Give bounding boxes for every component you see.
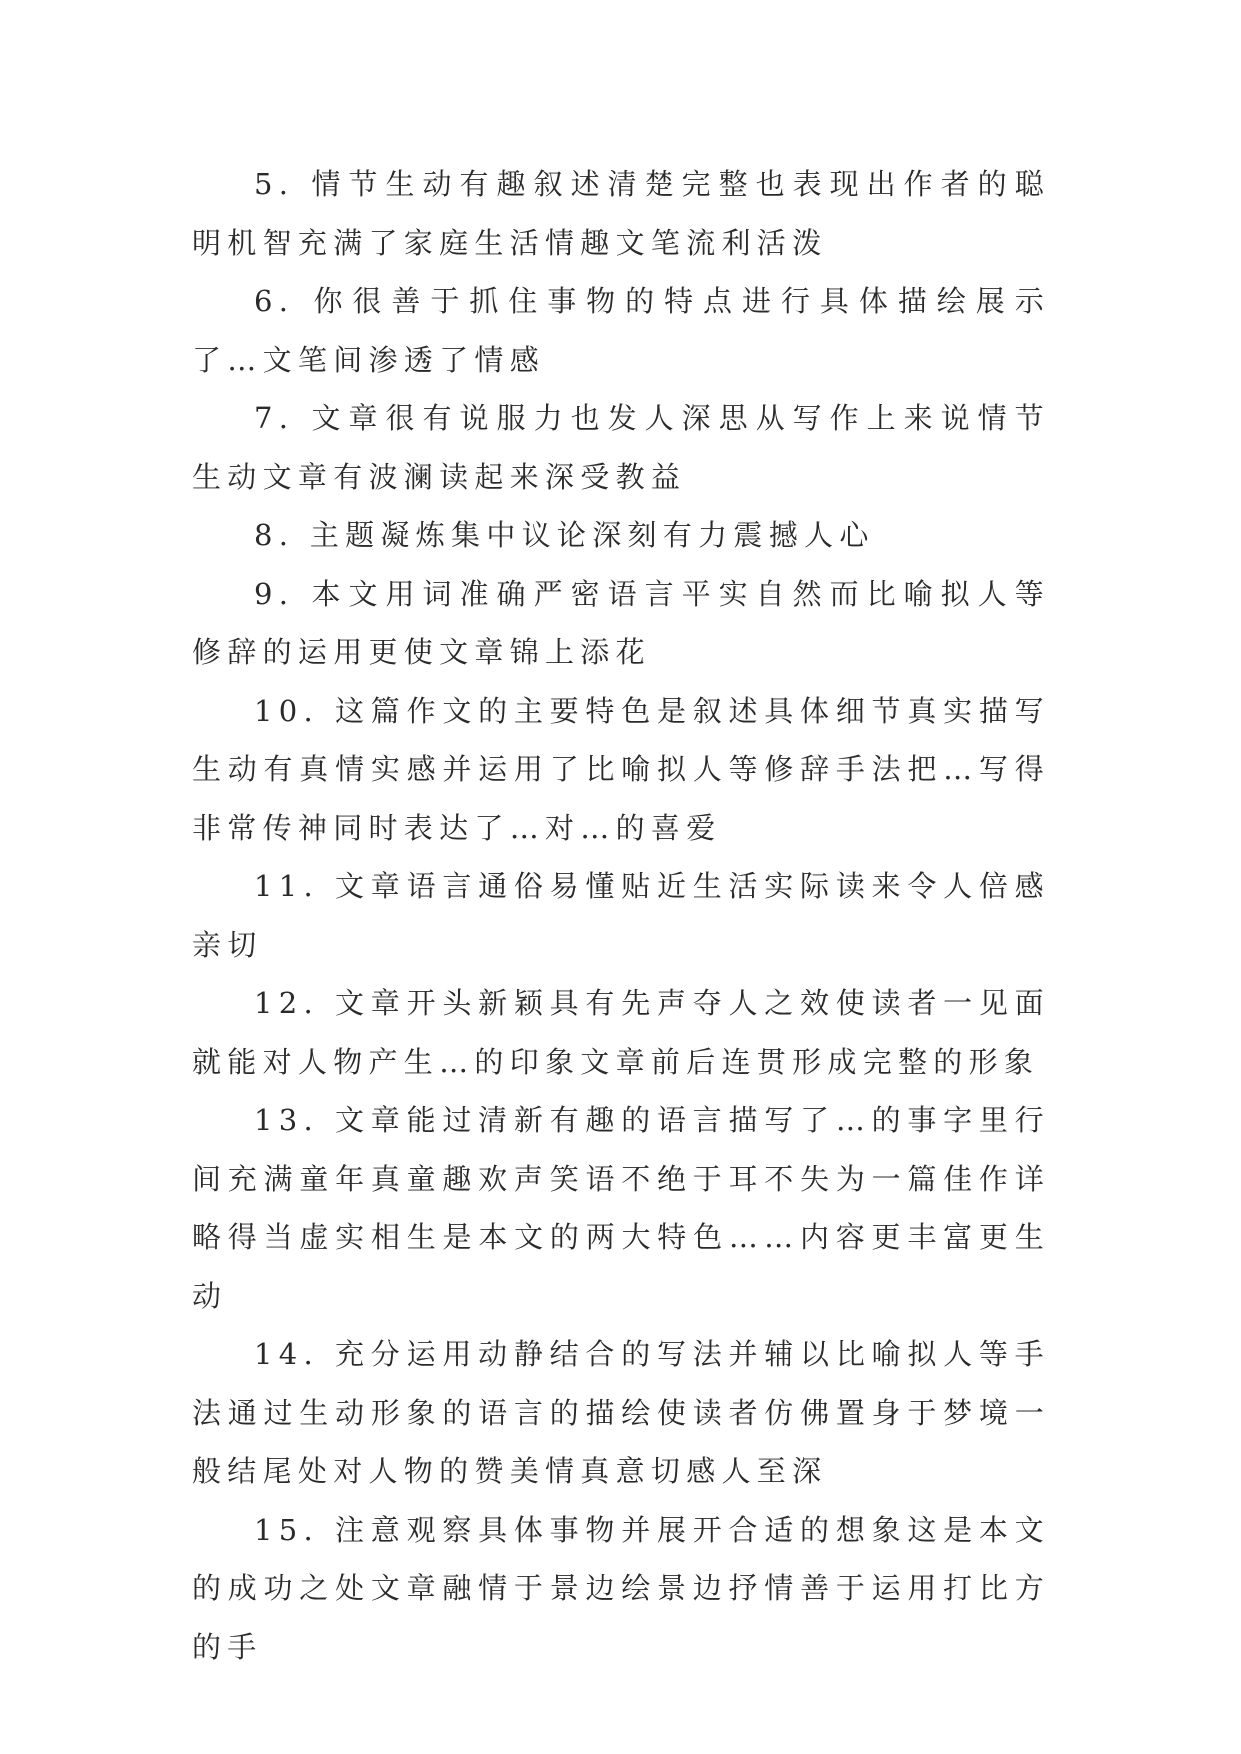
document-page [192,155,1050,1676]
comment-item-10 [192,682,1050,858]
item-text: 文章语言通俗易懂贴近生活实际读来令人倍感亲切 [192,869,1050,962]
item-text: 主题凝炼集中议论深刻有力震撼人心 [309,518,875,552]
comment-item-13 [192,1091,1050,1325]
item-text: 文章开头新颖具有先声夺人之效使读者一见面就能对人物产生…的印象文章前后连贯形成完整的形象 [192,986,1050,1079]
comment-item-7 [192,389,1050,506]
item-number: 8. [254,518,295,552]
comment-item-12 [192,974,1050,1091]
item-text: 文章能过清新有趣的语言描写了…的事字里行间充满童年真童趣欢声笑语不绝于耳不失为一篇佳作详略得当虚实相生是本文的两大特色……内容更丰富更生动 [192,1103,1050,1313]
comment-item-15 [192,1501,1050,1677]
item-text: 文章很有说服力也发人深思从写作上来说情节生动文章有波澜读起来深受教益 [192,401,1050,494]
item-text: 情节生动有趣叙述清楚完整也表现出作者的聪明机智充满了家庭生活情趣文笔流利活泼 [192,167,1050,260]
item-number: 14. [254,1337,320,1371]
item-text: 这篇作文的主要特色是叙述具体细节真实描写生动有真情实感并运用了比喻拟人等修辞手法把…写得非常传神同时表达了…对…的喜爱 [192,693,1050,845]
item-number: 6. [254,284,295,318]
item-number: 5. [254,167,295,201]
item-number: 12. [254,986,320,1020]
item-number: 10. [254,693,320,728]
item-number: 13. [254,1103,320,1137]
item-number: 7. [254,401,295,435]
comment-item-14 [192,1325,1050,1501]
comment-item-8 [192,506,1050,565]
comment-item-11 [192,857,1050,974]
comment-item-6 [192,272,1050,389]
item-number: 11. [254,869,320,903]
comment-item-5 [192,155,1050,272]
comment-item-9 [192,565,1050,682]
item-text: 充分运用动静结合的写法并辅以比喻拟人等手法通过生动形象的语言的描绘使读者仿佛置身于梦境一般结尾处对人物的赞美情真意切感人至深 [192,1337,1050,1488]
item-text: 你很善于抓住事物的特点进行具体描绘展示了…文笔间渗透了情感 [192,284,1050,377]
item-number: 15. [254,1512,320,1547]
item-number: 9. [254,576,295,611]
item-text: 本文用词准确严密语言平实自然而比喻拟人等修辞的运用更使文章锦上添花 [192,576,1050,669]
item-text: 注意观察具体事物并展开合适的想象这是本文的成功之处文章融情于景边绘景边抒情善于运用打比方的手 [192,1512,1050,1664]
